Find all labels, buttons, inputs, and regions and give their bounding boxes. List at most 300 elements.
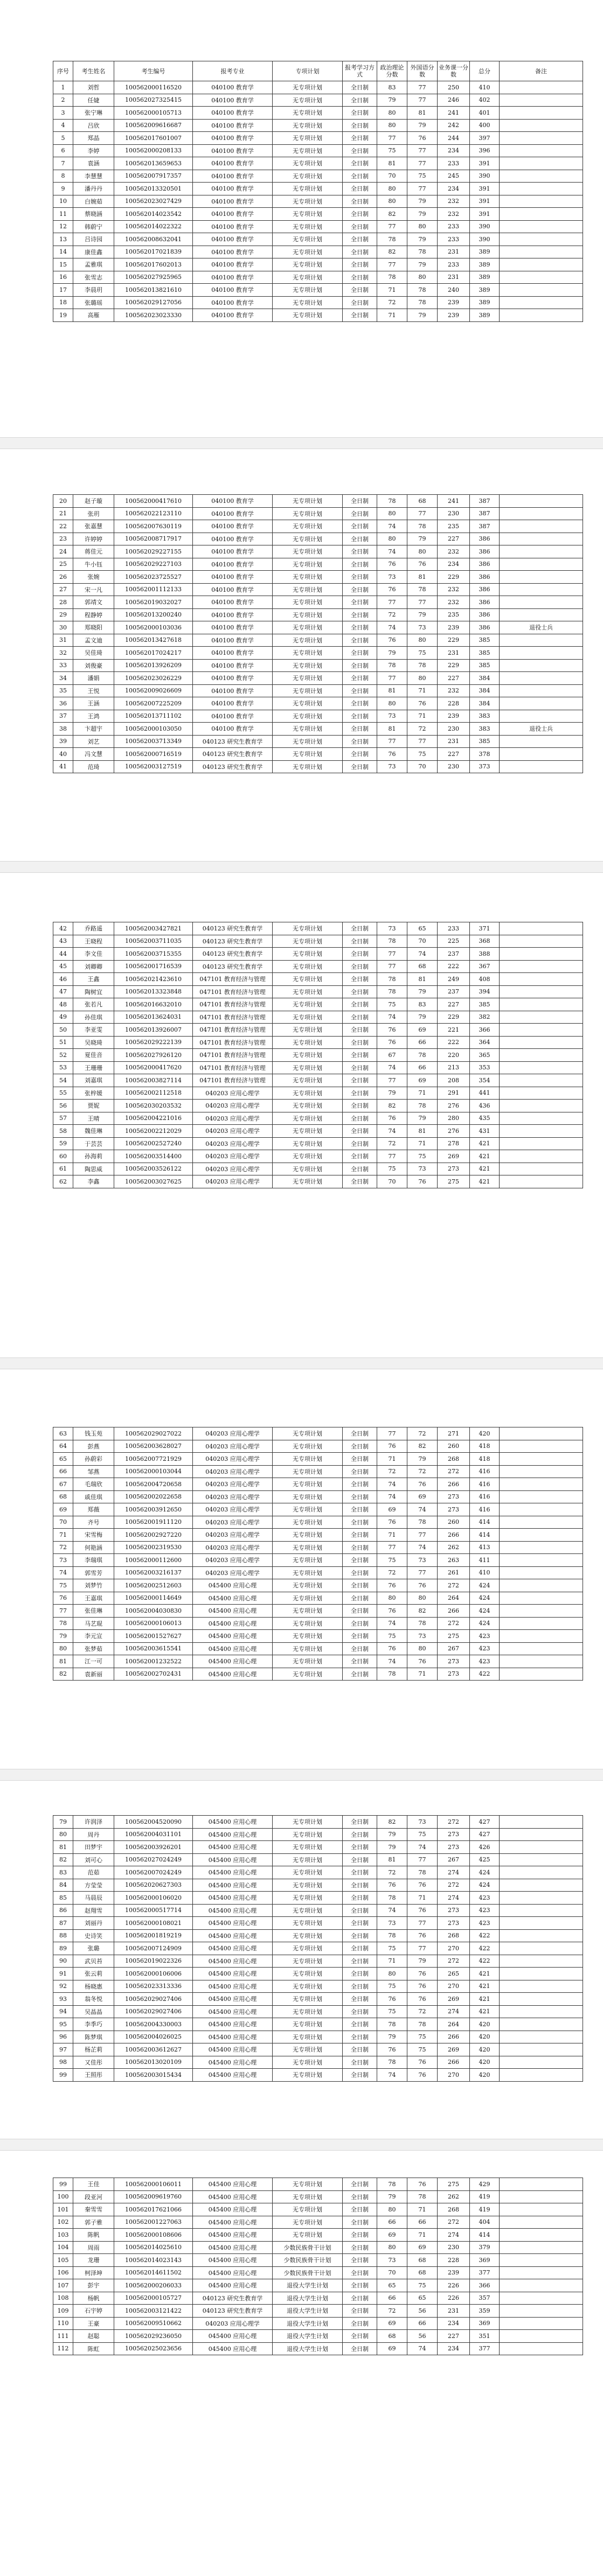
table-cell: 80 xyxy=(377,507,407,520)
table-cell xyxy=(500,1440,583,1453)
table-row xyxy=(53,107,583,120)
table-cell: 422 xyxy=(470,1929,500,1942)
table-cell: 全日制 xyxy=(343,195,377,208)
table-cell: 100562003127519 xyxy=(114,760,193,773)
table-cell: 040203 应用心理学 xyxy=(193,1087,273,1100)
table-cell xyxy=(500,2330,583,2343)
table-cell: 100562025023656 xyxy=(114,2342,193,2355)
table-cell: 张雪志 xyxy=(73,271,114,284)
table-cell: 250 xyxy=(438,81,470,94)
table-cell: 退役士兵 xyxy=(500,723,583,736)
table-cell: 68 xyxy=(377,2330,407,2343)
table-row xyxy=(53,723,583,736)
table-row xyxy=(53,1917,583,1930)
table-cell: 少数民族骨干计划 xyxy=(273,2241,343,2254)
table-cell: 刘哲 xyxy=(73,81,114,94)
table-cell: 271 xyxy=(438,1427,470,1440)
table-cell: 全日制 xyxy=(343,985,377,998)
table-cell: 045400 应用心理 xyxy=(193,2069,273,2082)
table-cell: 44 xyxy=(53,948,73,961)
table-cell: 30 xyxy=(53,621,73,634)
table-cell: 100562016632010 xyxy=(114,998,193,1011)
table-cell: 无专项计划 xyxy=(273,608,343,621)
table-cell: 410 xyxy=(470,81,500,94)
table-cell: 261 xyxy=(438,1566,470,1579)
table-cell: 张璐瑶 xyxy=(73,296,114,309)
table-cell: 77 xyxy=(407,157,438,170)
table-cell: 无专项计划 xyxy=(273,1175,343,1188)
table-cell: 387 xyxy=(470,507,500,520)
table-cell: 无专项计划 xyxy=(273,760,343,773)
table-cell: 82 xyxy=(407,1605,438,1618)
table-cell: 410 xyxy=(470,1566,500,1579)
table-cell: 100562013659653 xyxy=(114,157,193,170)
table-cell xyxy=(500,697,583,710)
table-cell: 72 xyxy=(377,1866,407,1879)
table-cell: 420 xyxy=(470,2069,500,2082)
header-cell: 备注 xyxy=(500,61,583,81)
table-cell: 无专项计划 xyxy=(273,735,343,748)
table-cell: 386 xyxy=(470,596,500,609)
table-cell: 武贝苔 xyxy=(73,1955,114,1968)
table-cell: 74 xyxy=(407,1841,438,1854)
table-cell xyxy=(500,2031,583,2043)
table-cell: 全日制 xyxy=(343,2178,377,2191)
table-cell: 全日制 xyxy=(343,2241,377,2254)
table-row xyxy=(53,1841,583,1854)
table-cell: 无专项计划 xyxy=(273,1566,343,1579)
table-cell: 吴晶晶 xyxy=(73,2005,114,2018)
table-cell: 92 xyxy=(53,1980,73,1993)
table-cell: 全日制 xyxy=(343,1503,377,1516)
table-cell: 73 xyxy=(377,710,407,723)
table-row xyxy=(53,520,583,533)
table-row xyxy=(53,973,583,986)
table-cell: 273 xyxy=(438,1828,470,1841)
table-cell: 72 xyxy=(407,1427,438,1440)
table-cell: 全日制 xyxy=(343,1617,377,1630)
table-cell: 100562029027406 xyxy=(114,2005,193,2018)
table-cell: 72 xyxy=(377,296,407,309)
table-row xyxy=(53,1968,583,1980)
table-cell: 267 xyxy=(438,1642,470,1655)
table-cell: 040100 教育学 xyxy=(193,309,273,322)
table-row xyxy=(53,1011,583,1024)
table-cell: 227 xyxy=(438,748,470,761)
table-cell: 40 xyxy=(53,748,73,761)
table-cell: 110 xyxy=(53,2317,73,2330)
table-cell: 全日制 xyxy=(343,710,377,723)
table-cell: 040100 教育学 xyxy=(193,132,273,145)
table-cell: 王鑫 xyxy=(73,973,114,986)
table-cell: 孟文迪 xyxy=(73,634,114,647)
table-cell: 77 xyxy=(407,507,438,520)
table-cell: 100562013926209 xyxy=(114,659,193,672)
table-cell: 83 xyxy=(407,998,438,1011)
table-cell: 无专项计划 xyxy=(273,1503,343,1516)
table-cell: 73 xyxy=(407,1163,438,1175)
table-cell: 79 xyxy=(407,608,438,621)
table-cell: 齐号 xyxy=(73,1516,114,1529)
table-cell: 张若凡 xyxy=(73,998,114,1011)
table-cell: 78 xyxy=(377,935,407,948)
table-cell: 040123 研究生教育学 xyxy=(193,2305,273,2318)
table-cell: 郑薇 xyxy=(73,1503,114,1516)
table-cell: 许润泽 xyxy=(73,1816,114,1829)
table-cell: 100562000106013 xyxy=(114,1617,193,1630)
table-cell: 414 xyxy=(470,1529,500,1542)
table-cell: 404 xyxy=(470,2216,500,2229)
table-cell: 100562007225209 xyxy=(114,697,193,710)
table-cell xyxy=(500,583,583,596)
table-cell: 100562004026025 xyxy=(114,2031,193,2043)
table-cell: 76 xyxy=(377,1993,407,2006)
table-cell: 100562002527240 xyxy=(114,1137,193,1150)
table-cell: 54 xyxy=(53,1074,73,1087)
table-cell: 229 xyxy=(438,659,470,672)
table-cell: 马艺琨 xyxy=(73,1617,114,1630)
table-cell: 232 xyxy=(438,208,470,221)
table-body xyxy=(53,81,583,322)
table-cell: 77 xyxy=(377,1541,407,1554)
table-cell: 416 xyxy=(470,1465,500,1478)
table-cell: 76 xyxy=(377,558,407,571)
table-cell: 424 xyxy=(470,1579,500,1592)
table-cell: 111 xyxy=(53,2330,73,2343)
table-cell: 273 xyxy=(438,1841,470,1854)
table-cell: 040203 应用心理学 xyxy=(193,1490,273,1503)
table-cell: 74 xyxy=(377,1125,407,1138)
table-cell: 全日制 xyxy=(343,220,377,233)
table-cell: 无专项计划 xyxy=(273,195,343,208)
table-cell: 100562029227103 xyxy=(114,558,193,571)
table-cell: 040100 教育学 xyxy=(193,170,273,183)
table-cell: 389 xyxy=(470,296,500,309)
table-cell: 49 xyxy=(53,1011,73,1024)
table-cell: 80 xyxy=(377,183,407,195)
table-cell: 71 xyxy=(377,1453,407,1466)
table-cell: 040203 应用心理学 xyxy=(193,1137,273,1150)
table-cell xyxy=(500,533,583,545)
table-cell: 76 xyxy=(407,1980,438,1993)
table-cell: 63 xyxy=(53,1427,73,1440)
table-cell xyxy=(500,1917,583,1930)
table-cell: 无专项计划 xyxy=(273,170,343,183)
table-cell: 100562003912650 xyxy=(114,1503,193,1516)
table-row xyxy=(53,697,583,710)
table-cell: 杨帆 xyxy=(73,2292,114,2305)
table-cell: 100562000112600 xyxy=(114,1554,193,1567)
table-cell: 100562003926201 xyxy=(114,1841,193,1854)
table-cell: 又佳彤 xyxy=(73,2056,114,2069)
table-cell: 390 xyxy=(470,233,500,246)
table-cell: 68 xyxy=(407,2254,438,2267)
table-cell: 66 xyxy=(407,1061,438,1074)
table-cell: 宋雪梅 xyxy=(73,1529,114,1542)
table-cell: 423 xyxy=(470,1917,500,1930)
table-cell xyxy=(500,1668,583,1681)
table-cell: 273 xyxy=(438,1668,470,1681)
table-cell xyxy=(500,659,583,672)
table-cell: 56 xyxy=(53,1100,73,1112)
table-cell: 276 xyxy=(438,1100,470,1112)
table-cell: 张云莉 xyxy=(73,1968,114,1980)
table-cell: 孙蔚彩 xyxy=(73,1453,114,1466)
table-cell: 全日制 xyxy=(343,1993,377,2006)
admission-table-page-6 xyxy=(53,2178,583,2355)
table-cell: 234 xyxy=(438,558,470,571)
admission-table-page-2 xyxy=(53,494,583,773)
table-cell xyxy=(500,558,583,571)
table-row xyxy=(53,1929,583,1942)
table-cell: 96 xyxy=(53,2031,73,2043)
table-cell xyxy=(500,258,583,271)
table-row xyxy=(53,1440,583,1453)
admission-table-page-5 xyxy=(53,1815,583,2082)
table-cell: 蔡晓涵 xyxy=(73,208,114,221)
table-cell: 270 xyxy=(438,2069,470,2082)
table-cell: 047101 教育经济与管理 xyxy=(193,1049,273,1062)
table-cell: 73 xyxy=(377,1917,407,1930)
table-cell: 张玥 xyxy=(73,507,114,520)
table-cell: 退役士兵 xyxy=(500,621,583,634)
table-cell: 无专项计划 xyxy=(273,973,343,986)
table-cell: 7 xyxy=(53,157,73,170)
table-cell: 278 xyxy=(438,1137,470,1150)
table-row xyxy=(53,1579,583,1592)
table-cell: 全日制 xyxy=(343,157,377,170)
table-cell: 20 xyxy=(53,495,73,508)
table-cell: 无专项计划 xyxy=(273,672,343,685)
table-cell: 78 xyxy=(407,583,438,596)
table-cell: 全日制 xyxy=(343,1175,377,1188)
table-cell: 421 xyxy=(470,1150,500,1163)
table-cell: 全日制 xyxy=(343,1150,377,1163)
table-cell: 80 xyxy=(407,1642,438,1655)
table-cell: 418 xyxy=(470,1453,500,1466)
table-cell: 全日制 xyxy=(343,119,377,132)
table-cell: 无专项计划 xyxy=(273,94,343,107)
table-cell: 394 xyxy=(470,985,500,998)
table-cell: 81 xyxy=(377,723,407,736)
table-cell: 75 xyxy=(377,1163,407,1175)
table-cell: 100562017024217 xyxy=(114,647,193,660)
table-cell: 全日制 xyxy=(343,1642,377,1655)
table-row xyxy=(53,94,583,107)
table-cell: 040123 研究生教育学 xyxy=(193,748,273,761)
table-cell: 420 xyxy=(470,2018,500,2031)
table-cell: 全日制 xyxy=(343,2305,377,2318)
table-cell: 全日制 xyxy=(343,1816,377,1829)
table-cell: 386 xyxy=(470,545,500,558)
table-cell: 无专项计划 xyxy=(273,948,343,961)
table-cell: 全日制 xyxy=(343,1490,377,1503)
table-row xyxy=(53,507,583,520)
table-cell: 233 xyxy=(438,922,470,935)
table-cell xyxy=(500,1516,583,1529)
table-cell: 无专项计划 xyxy=(273,1087,343,1100)
table-cell: 76 xyxy=(407,132,438,145)
table-cell: 383 xyxy=(470,710,500,723)
table-cell: 全日制 xyxy=(343,735,377,748)
table-cell: 045400 应用心理 xyxy=(193,1579,273,1592)
table-cell: 040100 教育学 xyxy=(193,571,273,584)
table-cell: 无专项计划 xyxy=(273,1100,343,1112)
table-cell: 239 xyxy=(438,621,470,634)
table-row xyxy=(53,1049,583,1062)
table-cell xyxy=(500,1942,583,1955)
table-cell xyxy=(500,170,583,183)
table-cell: 郑晓阳 xyxy=(73,621,114,634)
table-cell: 386 xyxy=(470,608,500,621)
table-cell xyxy=(500,1993,583,2006)
table-cell: 75 xyxy=(377,1630,407,1643)
table-cell: 100562000103036 xyxy=(114,621,193,634)
table-cell: 76 xyxy=(407,2069,438,2082)
table-cell: 75 xyxy=(377,2005,407,2018)
table-cell: 无专项计划 xyxy=(273,107,343,120)
table-cell: 无专项计划 xyxy=(273,723,343,736)
table-cell: 81 xyxy=(377,1853,407,1866)
table-cell: 75 xyxy=(377,1554,407,1567)
table-row xyxy=(53,948,583,961)
table-cell: 72 xyxy=(377,1566,407,1579)
table-row xyxy=(53,1554,583,1567)
table-cell: 郭雪芳 xyxy=(73,1566,114,1579)
table-cell: 全日制 xyxy=(343,2203,377,2216)
table-cell: 77 xyxy=(377,735,407,748)
table-cell: 80 xyxy=(377,1592,407,1605)
table-cell: 391 xyxy=(470,208,500,221)
table-cell xyxy=(500,985,583,998)
table-cell: 76 xyxy=(407,1879,438,1892)
table-cell: 040100 教育学 xyxy=(193,723,273,736)
table-cell xyxy=(500,220,583,233)
table-cell: 白婉茹 xyxy=(73,195,114,208)
table-cell: 389 xyxy=(470,309,500,322)
table-cell: 386 xyxy=(470,533,500,545)
table-cell: 无专项计划 xyxy=(273,220,343,233)
table-cell xyxy=(500,647,583,660)
table-cell: 040100 教育学 xyxy=(193,545,273,558)
table-cell: 李慧慧 xyxy=(73,170,114,183)
table-cell: 无专项计划 xyxy=(273,246,343,258)
table-cell: 无专项计划 xyxy=(273,1074,343,1087)
table-cell: 419 xyxy=(470,2203,500,2216)
table-cell: 刘丽丹 xyxy=(73,1917,114,1930)
table-cell: 全日制 xyxy=(343,634,377,647)
table-cell: 74 xyxy=(377,1904,407,1917)
table-cell: 82 xyxy=(407,1440,438,1453)
table-cell xyxy=(500,1816,583,1829)
table-cell: 75 xyxy=(407,2031,438,2043)
table-cell: 045400 应用心理 xyxy=(193,2018,273,2031)
table-cell: 100562017601007 xyxy=(114,132,193,145)
table-cell: 100562027926120 xyxy=(114,1049,193,1062)
table-cell: 95 xyxy=(53,2018,73,2031)
table-cell: 85 xyxy=(53,1892,73,1905)
table-cell: 无专项计划 xyxy=(273,2229,343,2242)
table-cell: 77 xyxy=(377,960,407,973)
table-cell: 80 xyxy=(407,545,438,558)
table-cell: 100562000103050 xyxy=(114,723,193,736)
document-page-5 xyxy=(0,1781,603,2139)
table-row xyxy=(53,558,583,571)
table-cell: 100562013711102 xyxy=(114,710,193,723)
table-cell: 吕欣 xyxy=(73,119,114,132)
table-row xyxy=(53,2292,583,2305)
table-cell: 77 xyxy=(407,596,438,609)
table-cell: 贾妮 xyxy=(73,1100,114,1112)
table-cell: 100562017602013 xyxy=(114,258,193,271)
table-cell: 魏佳琳 xyxy=(73,1125,114,1138)
table-cell: 100562013200240 xyxy=(114,608,193,621)
table-cell: 74 xyxy=(407,2342,438,2355)
table-cell: 045400 应用心理 xyxy=(193,2178,273,2191)
table-cell: 无专项计划 xyxy=(273,1642,343,1655)
table-cell: 100562029236050 xyxy=(114,2330,193,2343)
table-cell xyxy=(500,1655,583,1668)
table-cell: 421 xyxy=(470,1968,500,1980)
table-cell: 无专项计划 xyxy=(273,1853,343,1866)
table-cell xyxy=(500,1904,583,1917)
table-cell: 韩蔚宁 xyxy=(73,220,114,233)
table-cell: 368 xyxy=(470,935,500,948)
table-cell: 无专项计划 xyxy=(273,258,343,271)
table-cell xyxy=(500,271,583,284)
table-cell: 424 xyxy=(470,1605,500,1618)
table-cell: 227 xyxy=(438,533,470,545)
table-cell: 100562001227063 xyxy=(114,2216,193,2229)
table-cell: 100562014023542 xyxy=(114,208,193,221)
table-cell: 69 xyxy=(377,2317,407,2330)
table-cell: 357 xyxy=(470,2292,500,2305)
header-cell: 考生姓名 xyxy=(73,61,114,81)
table-cell: 68 xyxy=(53,1490,73,1503)
table-cell: 74 xyxy=(377,1655,407,1668)
table-cell: 400 xyxy=(470,119,500,132)
table-cell: 112 xyxy=(53,2342,73,2355)
table-cell: 274 xyxy=(438,2005,470,2018)
table-cell: 273 xyxy=(438,1904,470,1917)
table-row xyxy=(53,2056,583,2069)
table-cell: 王涵 xyxy=(73,697,114,710)
table-cell: 74 xyxy=(377,545,407,558)
table-cell: 无专项计划 xyxy=(273,507,343,520)
table-cell: 李鑫 xyxy=(73,1175,114,1188)
table-cell: 马晨辰 xyxy=(73,1892,114,1905)
table-cell: 76 xyxy=(377,1879,407,1892)
table-cell: 100562029027406 xyxy=(114,1993,193,2006)
table-cell: 43 xyxy=(53,935,73,948)
table-cell: 70 xyxy=(377,1175,407,1188)
table-cell: 周丹 xyxy=(73,1828,114,1841)
table-cell xyxy=(500,2216,583,2229)
table-cell: 钱玉苑 xyxy=(73,1427,114,1440)
table-cell: 70 xyxy=(53,1516,73,1529)
table-cell: 045400 应用心理 xyxy=(193,1929,273,1942)
table-cell: 260 xyxy=(438,1516,470,1529)
table-cell: 100562007917357 xyxy=(114,170,193,183)
table-cell: 230 xyxy=(438,723,470,736)
table-cell: 吴晓琦 xyxy=(73,1036,114,1049)
table-cell: 74 xyxy=(377,2069,407,2082)
table-cell: 226 xyxy=(438,2279,470,2292)
table-row xyxy=(53,1036,583,1049)
table-cell: 无专项计划 xyxy=(273,309,343,322)
table-cell: 无专项计划 xyxy=(273,998,343,1011)
table-cell: 78 xyxy=(407,2190,438,2203)
